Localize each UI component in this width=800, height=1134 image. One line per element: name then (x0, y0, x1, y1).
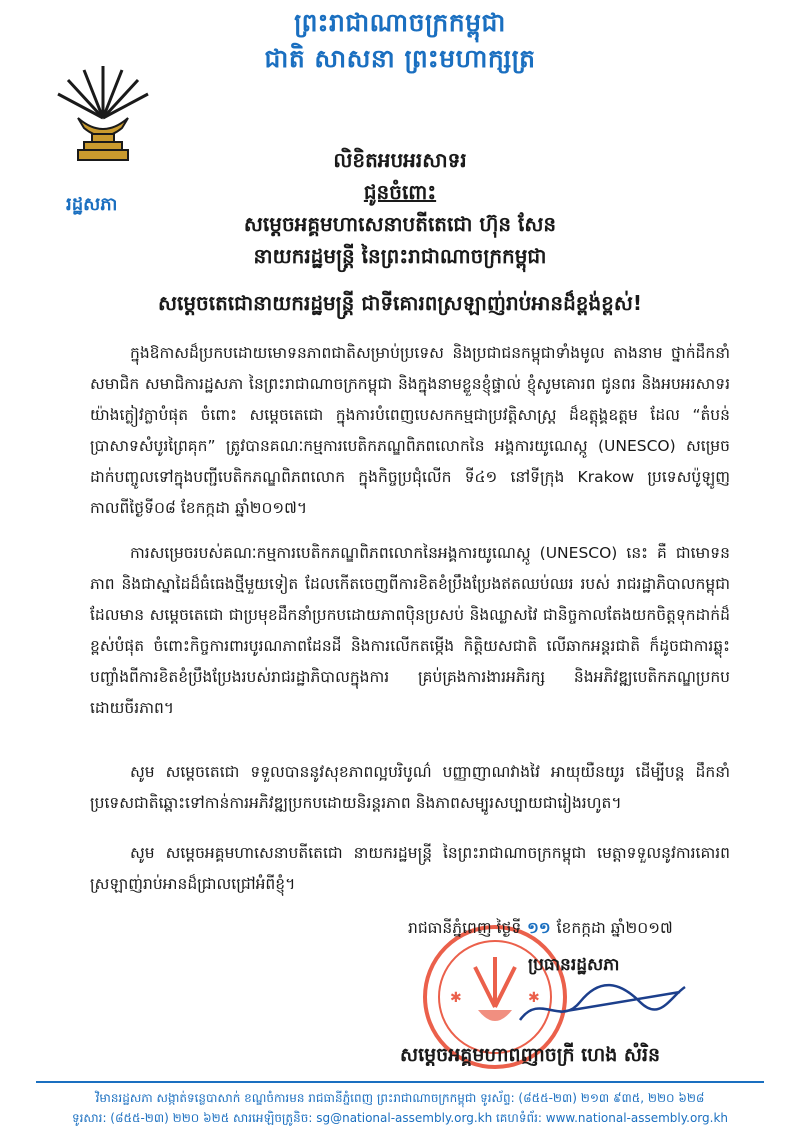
date-prefix: រាជធានីភ្នំពេញ ថ្ងៃទី (408, 919, 522, 937)
letter-title-block (0, 144, 800, 272)
salutation-headline: សម្តេចតេជោនាយករដ្ឋមន្ត្រី ជាទីគោរពស្រឡាញ់រាប់អានដ៏ខ្ពង់ខ្ពស់! (157, 291, 643, 315)
footer-contact: ទូរសារ: (៨៥៥-២៣) ២២០ ៦២៥ សារអេឡិចត្រូនិច: sg@national-assembly.org.kh គេហទំព័រ: www.national-assembly.org.kh (71, 1111, 729, 1125)
paragraph-1 (90, 338, 730, 524)
svg-text:✱: ✱ (450, 990, 462, 1006)
recipient-name: សម្តេចអគ្គមហាសេនាបតីតេជោ ហ៊ុន សែន (243, 212, 557, 236)
signer-name: សម្តេចអគ្គមហាពញាចក្រី ហេង សំរិន (400, 1044, 661, 1066)
footer (0, 1088, 800, 1128)
footer-divider (36, 1081, 764, 1083)
handwritten-signature (500, 972, 700, 1032)
paragraph-2 (90, 538, 730, 724)
recipient-title: នាយករដ្ឋមន្ត្រី នៃព្រះរាជាណាចក្រកម្ពុជា (253, 244, 547, 268)
signer-title: ប្រធានរដ្ឋសភា (528, 955, 620, 975)
kingdom-name: ព្រះរាជាណាចក្រកម្ពុជា (294, 8, 506, 37)
organization-name: រដ្ឋសភា (66, 194, 118, 215)
to-label: ជូនចំពោះ (363, 180, 437, 204)
date-suffix: ខែកក្កដា ឆ្នាំ២០១៧ (556, 919, 673, 937)
paragraph-4 (90, 838, 730, 900)
paragraph-3-text: សូម សម្តេចតេជោ ទទួលបាននូវសុខភាពល្អបរិបូណ៌ បញ្ញាញាណវាងវៃ អាយុយឺនយូរ ដើម្បីបន្ត ដឹកនាំប្រទេសជាតិឆ្ពោះទៅកាន់ការអភិវឌ្ឍប្រកបដោយនិរន្តរភាព និងភាពសម្បូរសប្បាយជារៀងរហូត។ (90, 763, 730, 812)
letter-type: លិខិតអបអរសាទរ (333, 148, 467, 172)
paragraph-4-text: សូម សម្តេចអគ្គមហាសេនាបតីតេជោ នាយករដ្ឋមន្ត្រី នៃព្រះរាជាណាចក្រកម្ពុជា មេត្តាទទួលនូវការគោរពស្រឡាញ់រាប់អានដ៏ជ្រាលជ្រៅអំពីខ្ញុំ។ (90, 844, 730, 893)
svg-text:✱: ✱ (528, 990, 540, 1006)
paragraph-2-text: ការសម្រេចរបស់គណៈកម្មការបេតិកភណ្ឌពិភពលោកនៃអង្គការយូណេស្កូ (UNESCO) នេះ គឺ ជាមោទនភាព និងជាស្នាដៃដ៏ធំធេងថ្មីមួយទៀត ដែលកើតចេញពីការខិតខំប្រឹងប្រែងឥតឈប់ឈរ របស់ រាជរដ្ឋាភិបាលកម្ពុជាដែលមាន សម្តេចតេជោ ជាប្រមុខដឹកនាំប្រកបដោយភាពប៉ិនប្រសប់ និងឈ្លាសវៃ ជានិច្ចកាលតែងយកចិត្តទុកដាក់ដ៏ខ្ពស់បំផុត ចំពោះកិច្ចការពារបូរណភាពដែនដី និងការលើកតម្កើង កិត្តិយសជាតិ លើឆាកអន្តរជាតិ ក៏ដូចជាការឆ្លុះបញ្ចាំងពីការខិតខំប្រឹងប្រែងរបស់រាជរដ្ឋាភិបាលក្នុងការ គ្រប់គ្រងការងារអភិរក្ស និងអភិវឌ្ឍបេតិកភណ្ឌប្រកបដោយចីរភាព។ (90, 544, 730, 717)
paragraph-1-text: ក្នុងឱកាសដ៏ប្រកបដោយមោទនភាពជាតិសម្រាប់ប្រទេស និងប្រជាជនកម្ពុជាទាំងមូល តាងនាម ថ្នាក់ដឹកនាំ សមាជិក សមាជិការដ្ឋសភា នៃព្រះរាជាណាចក្រកម្ពុជា និងក្នុងនាមខ្លួនខ្ញុំផ្ទាល់ ខ្ញុំសូមគោរព ជូនពរ និងអបអរសាទរយ៉ាងក្លៀវក្លាបំផុត ចំពោះ សម្តេចតេជោ ក្នុងការបំពេញបេសកកម្មជាប្រវត្តិសាស្ត្រ ដ៏ឧត្តុង្គឧត្តម ដែល “តំបន់ប្រាសាទសំបូរព្រៃគុក” ត្រូវបានគណៈកម្មការបេតិកភណ្ឌពិភពលោកនៃ អង្គការយូណេស្កូ (UNESCO) សម្រេចដាក់បញ្ចូលទៅក្នុងបញ្ជីបេតិកភណ្ឌពិភពលោក ក្នុងកិច្ចប្រជុំលើក ទី៤១ នៅទីក្រុង Krakow ប្រទេសប៉ូឡូញ កាលពីថ្ងៃទី០៨ ខែកក្កដា ឆ្នាំ២០១៧។ (90, 344, 730, 517)
date-line (408, 918, 673, 941)
date-day: ១១ (527, 919, 551, 937)
paragraph-3 (90, 757, 730, 819)
footer-address: វិមានរដ្ឋសភា សង្កាត់ទន្លេបាសាក់ ខណ្ឌចំការមន រាជធានីភ្នំពេញ ព្រះរាជាណាចក្រកម្ពុជា ទូរស័ព្ទ: (៨៥៥-២៣) ២១៣ ៩៣៥, ២២០ ៦២៨ (95, 1091, 705, 1105)
national-motto: ជាតិ សាសនា ព្រះមហាក្សត្រ (264, 44, 536, 73)
